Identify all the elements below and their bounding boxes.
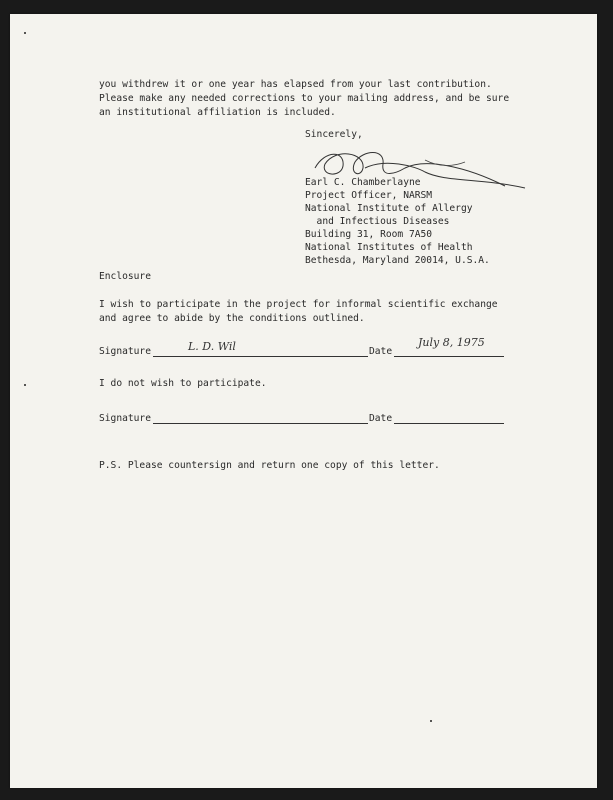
signatory-line: National Institutes of Health: [305, 242, 473, 253]
date-label-2: Date: [369, 413, 393, 424]
participate-statement: and agree to abide by the conditions outlined.: [99, 313, 365, 324]
signature-label: Signature: [99, 346, 151, 357]
date-line-2[interactable]: [394, 423, 504, 424]
postscript: P.S. Please countersign and return one copy of this letter.: [99, 460, 440, 471]
signature-line[interactable]: [153, 356, 368, 357]
letter-page: [10, 14, 597, 788]
date-line[interactable]: [394, 356, 504, 357]
signature-line-2[interactable]: [153, 423, 368, 424]
signatory-line: Project Officer, NARSM: [305, 190, 433, 201]
signatory-line: Building 31, Room 7A50: [305, 229, 433, 240]
paper-speck: [24, 384, 26, 386]
closing-paragraph-line: Please make any needed corrections to your mailing address, and be sure: [99, 93, 510, 104]
handwritten-name: L. D. Wil: [188, 340, 236, 353]
handwritten-date: July 8, 1975: [418, 336, 485, 349]
paper-speck: [24, 32, 26, 34]
participate-statement: I wish to participate in the project for informal scientific exchange: [99, 299, 498, 310]
signatory-line: and Infectious Diseases: [305, 216, 450, 227]
signature-label-2: Signature: [99, 413, 151, 424]
closing-paragraph-line: an institutional affiliation is included.: [99, 107, 336, 118]
enclosure-label: Enclosure: [99, 271, 151, 282]
signatory-line: National Institute of Allergy: [305, 203, 473, 214]
decline-statement: I do not wish to participate.: [99, 378, 267, 389]
signatory-line: Bethesda, Maryland 20014, U.S.A.: [305, 255, 490, 266]
closing-paragraph-line: you withdrew it or one year has elapsed from your last contribution.: [99, 79, 492, 90]
signatory-line: Earl C. Chamberlayne: [305, 177, 421, 188]
closing-salutation: Sincerely,: [305, 129, 363, 140]
paper-speck: [430, 720, 432, 722]
date-label: Date: [369, 346, 393, 357]
